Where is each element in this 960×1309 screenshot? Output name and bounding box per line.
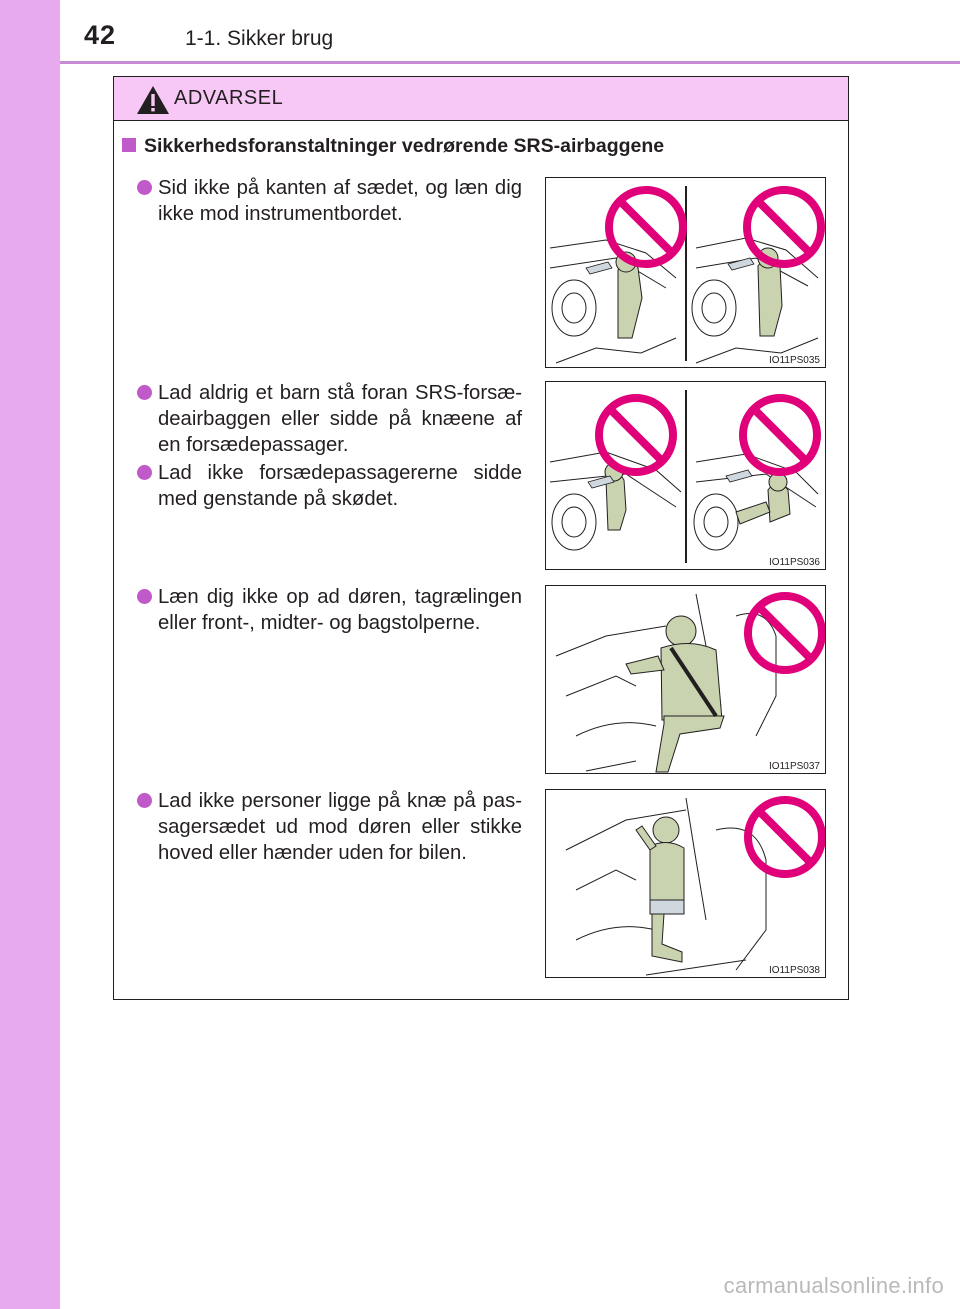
prohibited-sign-icon <box>599 398 673 472</box>
figure-code: IO11PS036 <box>769 557 820 568</box>
prohibited-sign-icon <box>747 190 821 264</box>
bullet-icon <box>137 385 152 400</box>
figure-kneeling-on-seat <box>545 789 826 978</box>
list-item <box>137 175 522 227</box>
prohibited-sign-icon <box>743 398 817 472</box>
figure-sitting-on-seat-edge <box>545 177 826 368</box>
section-title: 1-1. Sikker brug <box>185 27 334 50</box>
list-item <box>137 584 522 636</box>
page-number: 42 <box>84 20 117 50</box>
list-item-text: Lad ikke forsædepassagererne sidde med genstande på skødet. <box>158 462 522 510</box>
list-item <box>137 460 522 512</box>
warning-title: ADVARSEL <box>174 87 284 109</box>
side-tab-strip <box>0 0 60 1309</box>
list-item <box>137 788 522 866</box>
list-item-text: Sid ikke på kanten af sædet, og læn dig ikke mod instrumentbordet. <box>158 177 522 225</box>
square-bullet-icon <box>122 138 136 152</box>
figure-code: IO11PS037 <box>769 761 820 772</box>
prohibited-sign-icon <box>748 800 822 874</box>
illustration-child-at-airbag <box>546 382 826 570</box>
prohibited-sign-icon <box>748 596 822 670</box>
list-item <box>137 380 522 458</box>
figure-child-in-front-of-airbag <box>545 381 826 570</box>
figure-code: IO11PS038 <box>769 965 820 976</box>
warning-header <box>114 77 848 121</box>
bullet-icon <box>137 180 152 195</box>
bullet-icon <box>137 589 152 604</box>
header-rule <box>60 61 960 64</box>
figure-leaning-on-door <box>545 585 826 774</box>
bullet-icon <box>137 793 152 808</box>
list-item-text: Lad aldrig et barn stå foran SRS-forsæ-deairbaggen eller sidde på knæene af en forsædepassager. <box>158 382 522 456</box>
watermark: carmanualsonline.info <box>723 1273 944 1298</box>
list-item-text: Læn dig ikke op ad døren, tagrælingen eller front-, midter- og bagstolperne. <box>158 586 522 634</box>
warning-subheading <box>122 135 664 158</box>
bullet-icon <box>137 465 152 480</box>
warning-triangle-icon <box>136 85 170 115</box>
warning-box <box>113 76 849 1000</box>
list-item-text: Lad ikke personer ligge på knæ på pas-sagersædet ud mod døren eller stikke hoved eller hænder uden for bilen. <box>158 790 522 864</box>
illustration-kneeling-on-seat <box>546 790 826 978</box>
figure-code: IO11PS035 <box>769 355 820 366</box>
warning-subheading-text: Sikkerhedsforanstaltninger vedrørende SRS-airbaggene <box>144 135 665 157</box>
illustration-leaning-on-dashboard <box>546 178 826 368</box>
illustration-leaning-on-door <box>546 586 826 774</box>
